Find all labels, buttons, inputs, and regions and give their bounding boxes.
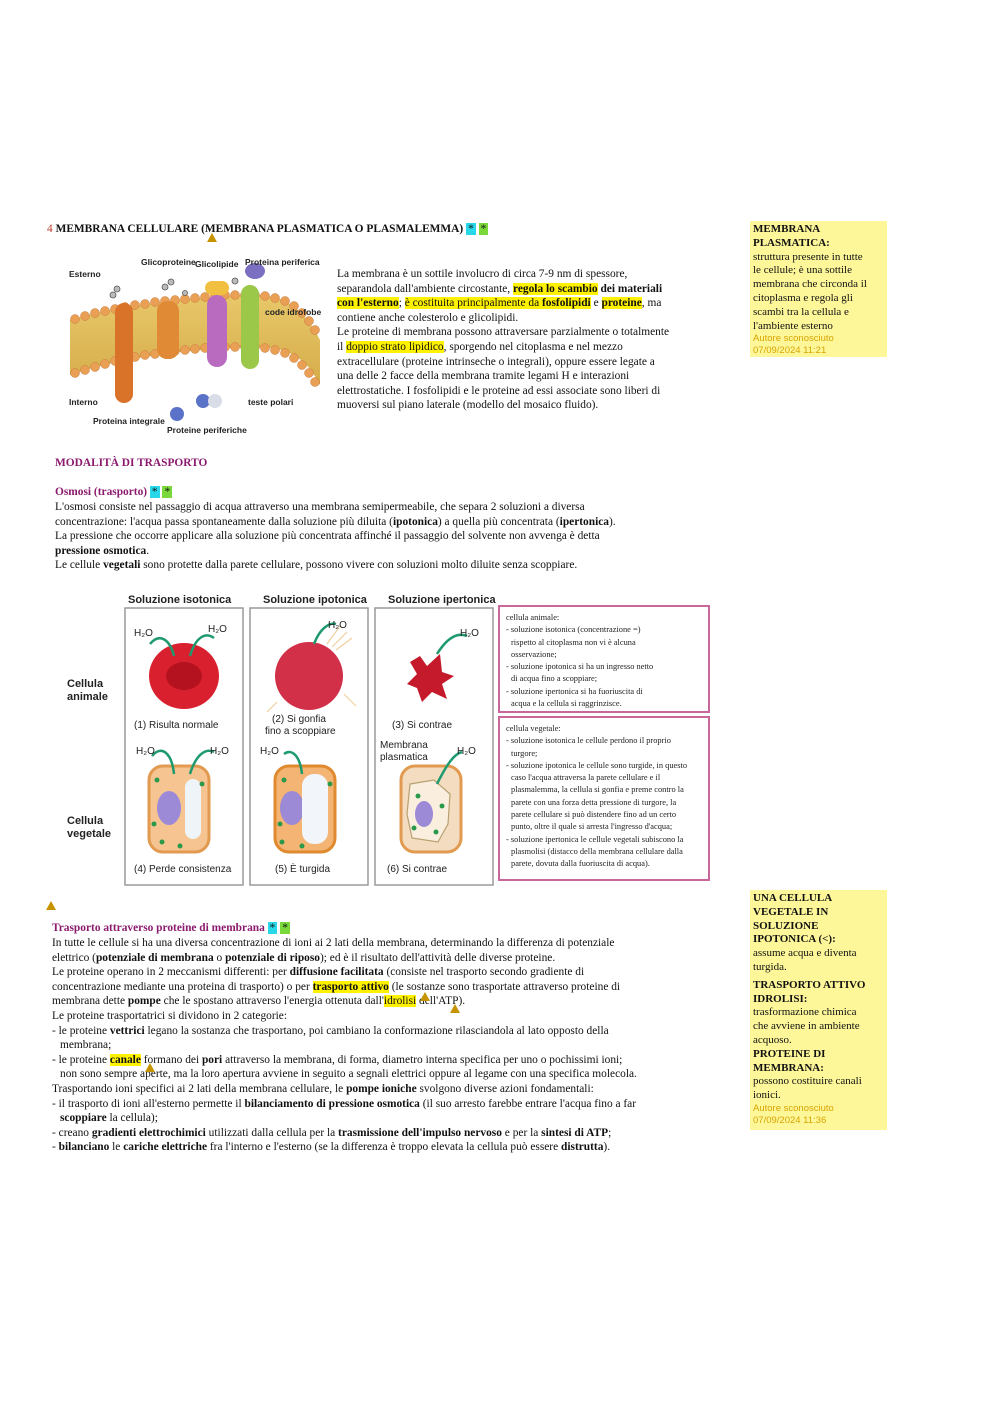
note-body: ionici. — [753, 1089, 781, 1102]
note-author: Autore sconosciuto — [753, 1102, 834, 1114]
text-line: La pressione che occorre applicare alla soluzione più concentrata affinché il passaggio del solvente non avvenga è detta — [55, 530, 600, 543]
text-line: Le proteine trasportatrici si dividono in 2 categorie: — [52, 1009, 288, 1022]
text-line: Trasportando ioni specifici ai 2 lati della membrana cellulare, le pompe ioniche svolgono diverse azioni fondamentali: — [52, 1082, 594, 1095]
text-line: elettrostatiche. I fosfolipidi e le proteine ad essi associate sono liberi di — [337, 384, 661, 397]
note-body: assume acqua e diventa — [753, 947, 857, 960]
note-title: IPOTONICA (<): — [753, 933, 836, 946]
trasporto-heading: Trasporto attraverso proteine di membrana — [52, 922, 265, 934]
text-line: Le cellule vegetali sono protette dalla parete cellulare, possono vivere con soluzioni molto diluite senza scoppiare. — [55, 559, 578, 572]
note-body: acquoso. — [753, 1033, 792, 1046]
row-label: Cellula — [67, 815, 104, 827]
comment-anchor-icon[interactable] — [207, 233, 217, 242]
label-teste-polari: teste polari — [248, 397, 294, 407]
box-line: - soluzione ipotonica le cellule sono turgide, in questo — [506, 760, 688, 770]
box-line: osservazione; — [511, 649, 557, 659]
section-heading — [47, 222, 488, 237]
h2o-label: H₂O — [136, 746, 155, 757]
box-line: parete cellulare si può distendere fino ad un certo — [511, 810, 677, 820]
box-line: cellula vegetale: — [506, 724, 561, 733]
box-line: - soluzione isotonica le cellule perdono il proprio — [506, 736, 671, 746]
col-ipertonica: Soluzione ipertonica — [388, 594, 496, 606]
caption: (6) Si contrae — [387, 864, 448, 875]
note-title: MEMBRANA — [753, 223, 821, 235]
col-isotonica: Soluzione isotonica — [128, 594, 232, 606]
h2o-label: H₂O — [208, 624, 227, 635]
note-title: SOLUZIONE — [753, 919, 819, 932]
text-line: L'osmosi consiste nel passaggio di acqua attraverso una membrana semipermeabile, che separa 2 soluzioni a diversa — [55, 501, 585, 513]
text-line: separandola dall'ambiente circostante, regola lo scambio dei materiali — [337, 282, 663, 295]
trasporto-paragraph — [52, 936, 637, 1155]
box-line: acqua e la cellula si raggrinzisce. — [511, 699, 622, 709]
box-line: parete con una forza detta pressione di turgore, la — [511, 797, 677, 807]
star-comment-icon[interactable]: * — [151, 486, 158, 498]
note-body: trasformazione chimica — [753, 1006, 857, 1019]
comment-note-membrana[interactable] — [750, 221, 887, 357]
label-code-idrofobe: code idrofobe — [265, 307, 322, 317]
comment-note-cellula[interactable] — [750, 890, 887, 1130]
label-proteine-periferiche: Proteine periferiche — [167, 425, 247, 435]
section-number: 4 — [47, 223, 53, 235]
trasporto-title — [52, 921, 290, 936]
star-comment-icon[interactable]: * — [164, 486, 171, 498]
osmosi-paragraph — [55, 500, 616, 573]
note-title: VEGETALE IN — [753, 905, 829, 918]
label-glicoproteine: Glicoproteine — [141, 257, 196, 267]
text-line: In tutte le cellule si ha una diversa concentrazione di ioni ai 2 lati della membrana, determinando la differenza di potenziale — [52, 937, 615, 949]
box-line: di acqua fino a scoppiare; — [511, 674, 598, 684]
membrane-figure — [65, 255, 327, 438]
star-comment-icon[interactable]: * — [468, 223, 474, 235]
osmosi-heading: Osmosi (trasporto) — [55, 486, 148, 498]
label-esterno: Esterno — [69, 269, 101, 279]
caption: Membrana — [380, 740, 428, 751]
caption: plasmatica — [380, 752, 428, 763]
caption: (3) Si contrae — [392, 720, 453, 731]
text-line: muoversi sul piano laterale (modello del mosaico fluido). — [337, 399, 599, 412]
h2o-label: H₂O — [260, 746, 279, 757]
note-body: le cellule; è una sottile — [753, 264, 852, 277]
h2o-label: H₂O — [457, 746, 476, 757]
star-comment-icon[interactable]: * — [269, 922, 276, 934]
note-body: l'ambiente esterno — [753, 319, 833, 332]
text-line: contiene anche colesterolo e glicolipidi. — [337, 311, 519, 324]
note-author: Autore sconosciuto — [753, 333, 834, 345]
text-line: scoppiare la cellula); — [60, 1112, 158, 1125]
comment-anchor-icon[interactable] — [46, 901, 56, 910]
text-line: - creano gradienti elettrochimici utilizzati dalla cellula per la trasmissione dell'impulso nervoso e per la sintesi di ATP; — [52, 1126, 612, 1139]
row-label: animale — [67, 691, 108, 703]
note-body: scambi tra la cellula e — [753, 305, 849, 318]
animal-cell-box — [506, 612, 706, 710]
label-glicolipide: Glicolipide — [195, 259, 239, 269]
note-title: IDROLISI: — [753, 992, 808, 1005]
note-body: membrana che circonda il — [753, 278, 867, 291]
text-line: La membrana è un sottile involucro di circa 7-9 nm di spessore, — [337, 268, 628, 280]
note-title: UNA CELLULA — [753, 892, 833, 904]
box-line: cellula animale: — [506, 613, 560, 622]
note-body: struttura presente in tutte — [753, 250, 863, 263]
comment-anchor-icon[interactable] — [450, 1004, 460, 1013]
h2o-label: H₂O — [210, 746, 229, 757]
note-date: 07/09/2024 11:36 — [753, 1114, 827, 1126]
label-interno: Interno — [69, 397, 98, 407]
caption: (4) Perde consistenza — [134, 864, 232, 875]
note-body: possono costituire canali — [753, 1075, 862, 1088]
note-date: 07/09/2024 11:21 — [753, 345, 827, 357]
box-line: rispetto al citoplasma non vi è alcuna — [511, 637, 636, 647]
box-line: turgore; — [511, 748, 538, 758]
box-line: - soluzione ipertonica le cellule vegetali subiscono la — [506, 834, 684, 844]
star-comment-icon[interactable]: * — [282, 922, 288, 934]
caption: (2) Si gonfia — [272, 714, 326, 725]
intro-paragraph — [337, 267, 669, 413]
text-line: pressione osmotica. — [55, 544, 150, 557]
caption: fino a scoppiare — [265, 726, 336, 737]
text-line: - le proteine canale formano dei pori attraverso la membrana, di forma, diametro interna specifica per uno o pochissimi ioni; — [52, 1053, 623, 1066]
osmosi-title — [55, 485, 172, 500]
star-comment-icon[interactable]: * — [480, 223, 487, 235]
col-ipotonica: Soluzione ipotonica — [263, 594, 367, 606]
text-line: extracellulare (proteine intrinseche o integrali), oppure essere legate a — [337, 355, 655, 368]
box-line: - soluzione isotonica (concentrazione =) — [506, 625, 641, 635]
text-line: elettrico (potenziale di membrana o potenziale di riposo); ed è il risultato dell'attività delle diverse proteine. — [52, 951, 556, 964]
note-title: PROTEINE DI — [753, 1047, 826, 1060]
text-line: con l'esterno; è costituita principalmente da fosfolipidi e proteine, ma — [337, 297, 662, 310]
caption: (5) È turgida — [275, 864, 331, 875]
text-line: concentrazione mediante una proteina di trasporto) o per trasporto attivo (le sostanze sono trasportate attraverso proteine di — [52, 980, 621, 993]
note-body: turgida. — [753, 960, 787, 973]
box-line: caso l'acqua attraversa la parete cellulare e il — [511, 773, 661, 783]
box-line: plasmolisi (distacco della membrana cellulare dalla — [511, 846, 683, 856]
box-line: - soluzione ipertonica si ha fuoriuscita di — [506, 686, 643, 696]
text-line: - il trasporto di ioni all'esterno permette il bilanciamento di pressione osmotica (il suo arresto farebbe entrare l'acqua fino a far — [52, 1097, 637, 1110]
note-title: MEMBRANA: — [753, 1061, 824, 1074]
text-line: membrana; — [60, 1039, 112, 1052]
text-line: membrana dette pompe che le spostano attraverso l'energia ottenuta dall'idrolisi dell'ATP). — [52, 995, 466, 1008]
row-label: Cellula — [67, 678, 104, 690]
comment-anchor-icon[interactable] — [420, 992, 430, 1001]
plant-cell-box — [506, 723, 706, 871]
box-line: - soluzione ipotonica si ha un ingresso netto — [506, 662, 654, 672]
caption: (1) Risulta normale — [134, 720, 219, 731]
note-title: PLASMATICA: — [753, 236, 830, 249]
text-line: Le proteine operano in 2 meccanismi differenti: per diffusione facilitata (consiste nel trasporto secondo gradiente di — [52, 966, 585, 979]
comment-anchor-icon[interactable] — [145, 1063, 155, 1072]
box-line: punto, oltre il quale si arresta l'ingresso d'acqua; — [511, 822, 673, 832]
text-line: il doppio strato lipidico, sporgendo nel citoplasma e nel mezzo — [337, 340, 623, 353]
note-body: citoplasma e regola gli — [753, 291, 853, 304]
label-proteina-periferica: Proteina periferica — [245, 257, 320, 267]
box-line: parete, dovuta dalla fuoriuscita di acqua). — [511, 859, 650, 869]
label-proteina-integrale: Proteina integrale — [93, 416, 165, 426]
section-title: MEMBRANA CELLULARE (MEMBRANA PLASMATICA O PLASMALEMMA) — [55, 223, 464, 235]
box-line: plasmalemma, la cellula si gonfia e preme contro la — [511, 785, 684, 795]
text-line: - bilanciano le cariche elettriche fra l'interno e l'esterno (se la differenza è troppo elevata la cellula può essere distrutta). — [52, 1141, 611, 1154]
text-line: - le proteine vettrici legano la sostanza che trasportano, poi cambiano la conformazione rilasciandola al lato opposto della — [52, 1024, 609, 1037]
subheading-modalita: MODALITÀ DI TRASPORTO — [55, 457, 208, 469]
text-line: una delle 2 facce della membrana tramite legami H e interazioni — [337, 370, 630, 383]
row-label: vegetale — [67, 828, 112, 840]
note-body: che avviene in ambiente — [753, 1020, 860, 1033]
h2o-label: H₂O — [328, 620, 347, 631]
h2o-label: H₂O — [134, 628, 153, 639]
text-line: non sono sempre aperte, ma la loro apertura avviene in seguito a segnali elettrici oppure al legame con una specifica molecola. — [60, 1068, 637, 1081]
h2o-label: H₂O — [460, 628, 479, 639]
text-line: concentrazione: l'acqua passa spontaneamente dalla soluzione più diluita (ipotonica) a quella più concentrata (ipertonica). — [55, 515, 616, 528]
text-line: Le proteine di membrana possono attraversare parzialmente o totalmente — [337, 326, 670, 339]
note-title: TRASPORTO ATTIVO — [753, 978, 866, 991]
